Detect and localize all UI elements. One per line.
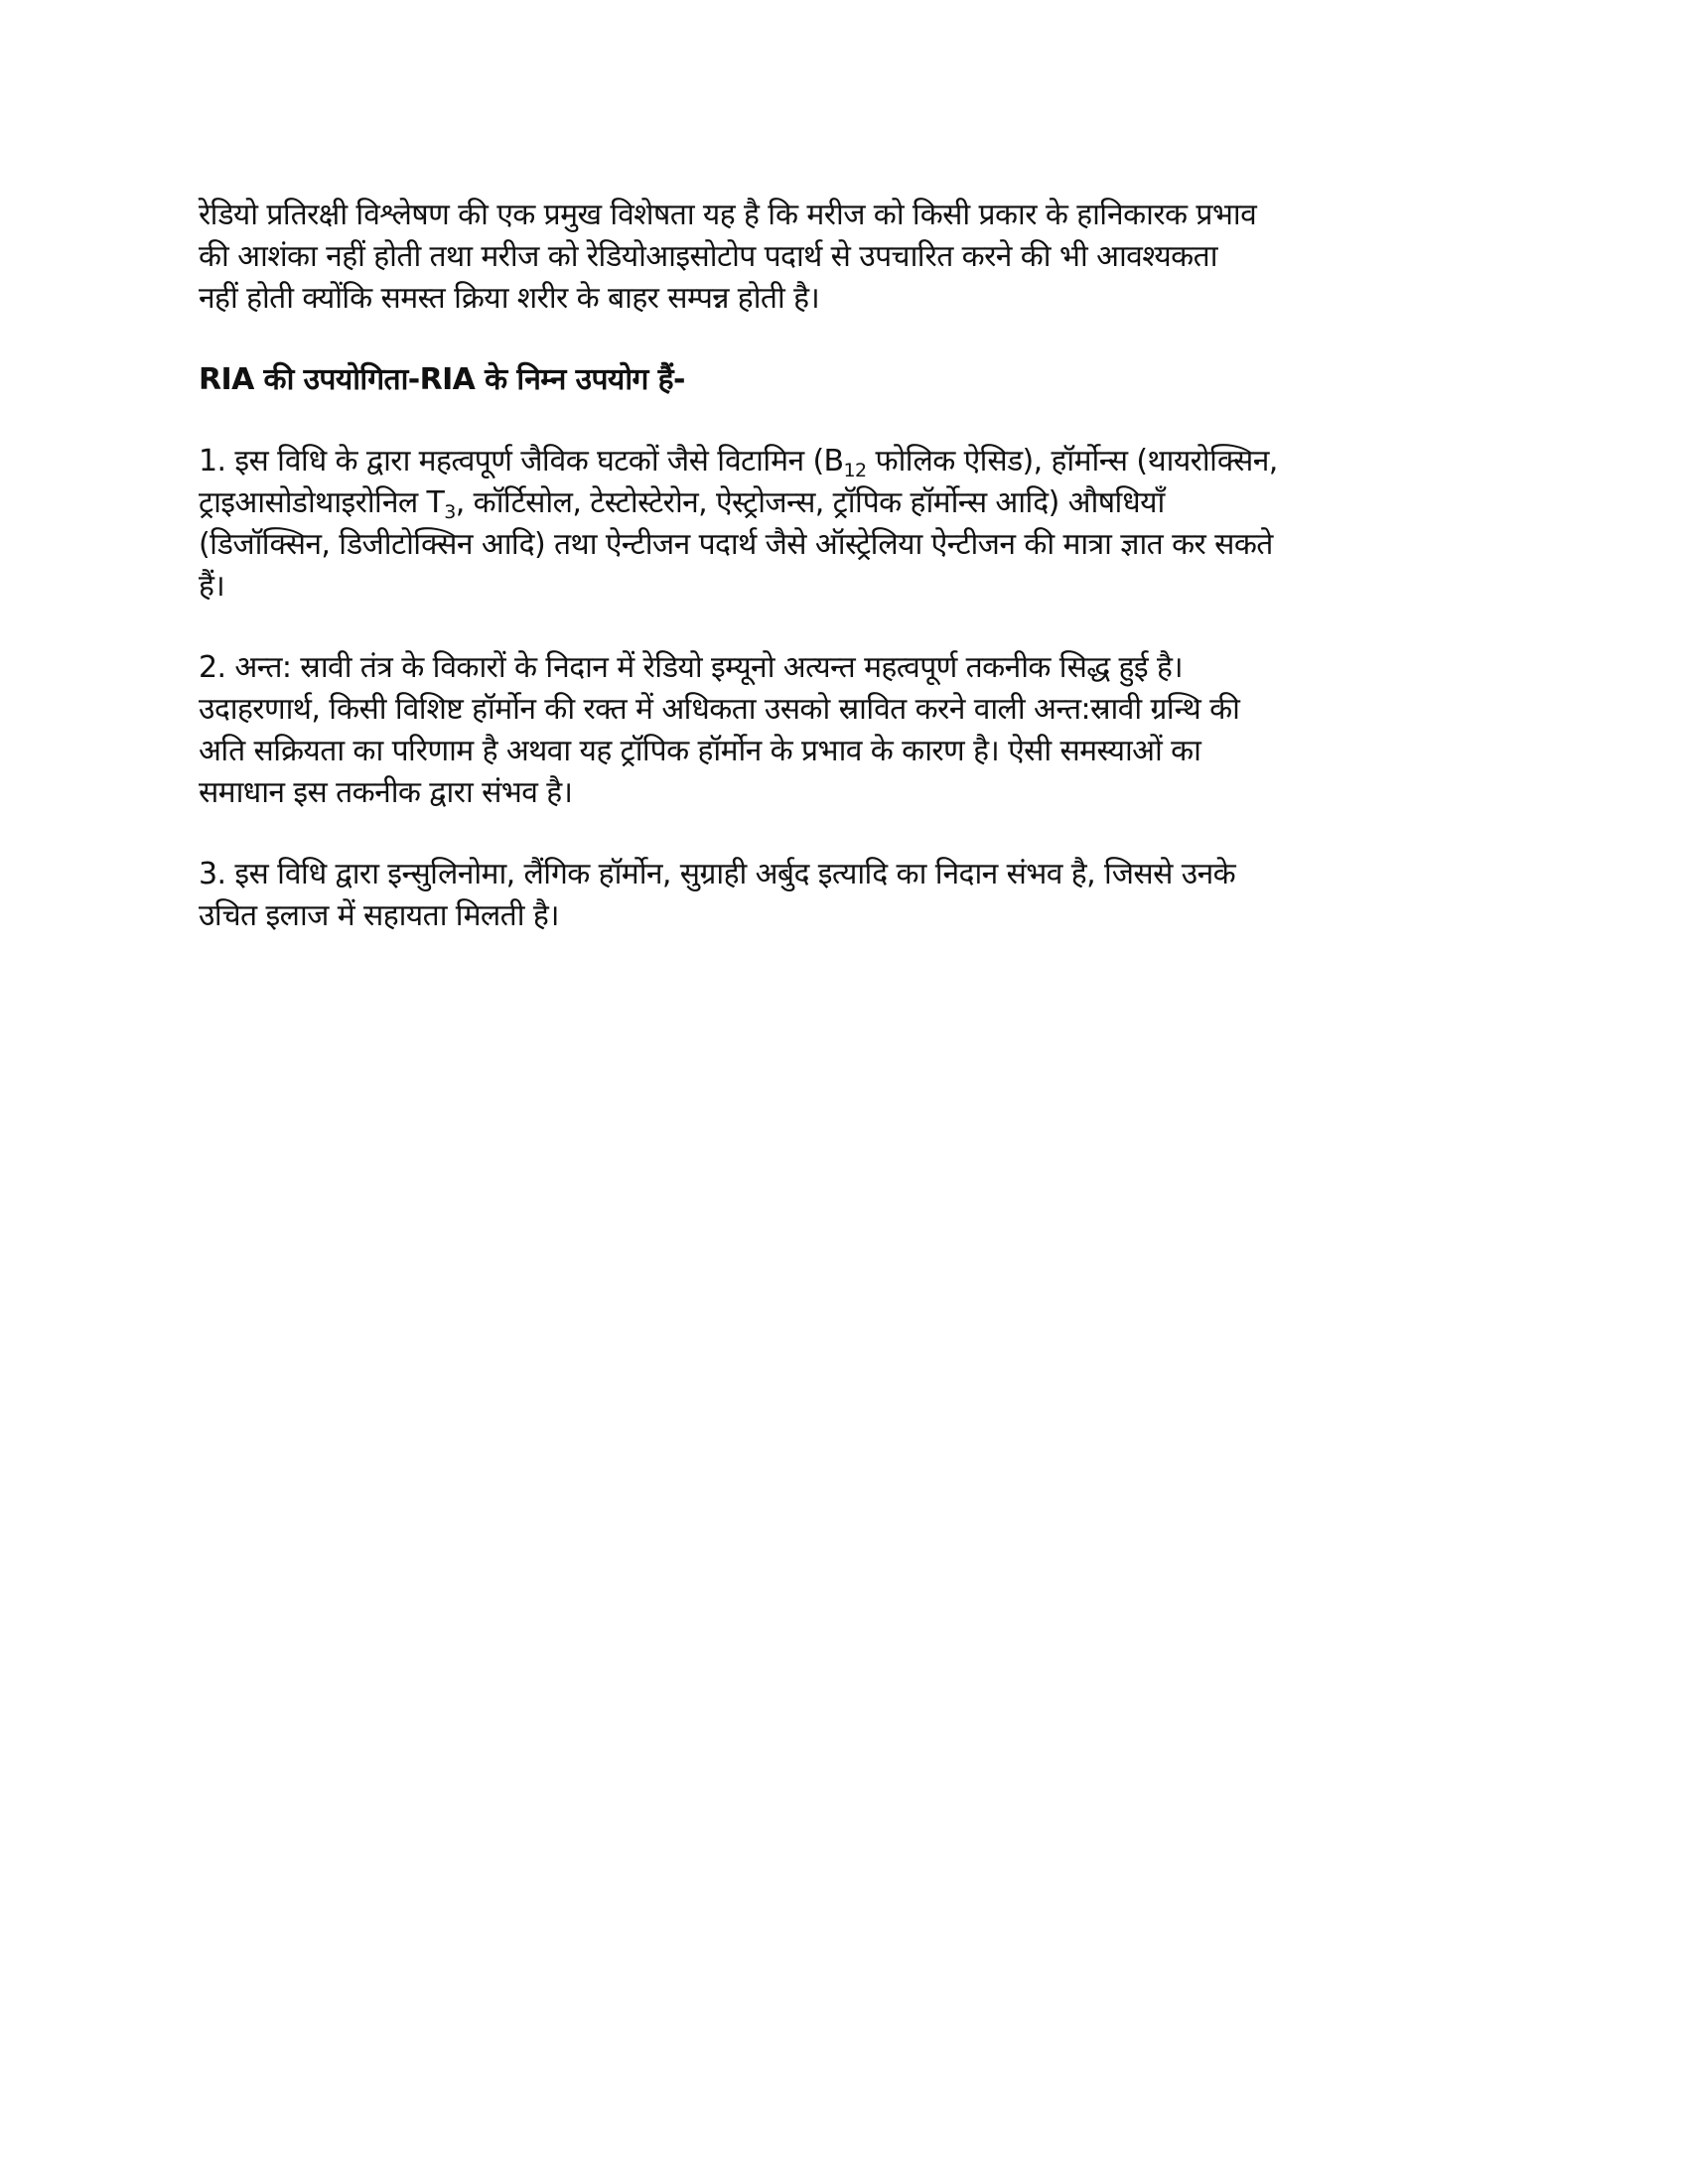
text-segment: फोलिक ऐसिड), हॉर्मोन्स (थायरोक्सिन, bbox=[866, 444, 1278, 478]
text-line: 2. अन्त: स्रावी तंत्र के विकारों के निदान में रेडियो इम्यूनो अत्यन्त महत्वपूर्ण तकनीक सिद्ध हुई है। bbox=[199, 650, 1184, 685]
subscript: 12 bbox=[843, 460, 867, 481]
list-item-1 bbox=[199, 441, 1489, 608]
text-line: नहीं होती क्योंकि समस्त क्रिया शरीर के बाहर सम्पन्न होती है। bbox=[199, 281, 820, 316]
intro-paragraph bbox=[199, 195, 1489, 320]
text-line: उदाहरणार्थ, किसी विशिष्ट हॉर्मोन की रक्त में अधिकता उसको स्रावित करने वाली अन्त:स्रावी ग्रन्थि की bbox=[199, 692, 1240, 727]
text-segment: ट्राइआसोडोथाइरोनिल T bbox=[199, 485, 445, 520]
text-line bbox=[199, 482, 1489, 524]
list-item-2 bbox=[199, 647, 1489, 814]
document-page bbox=[199, 195, 1489, 977]
text-line bbox=[199, 441, 1489, 482]
text-line: हैं। bbox=[199, 569, 225, 604]
text-segment: 1. इस विधि के द्वारा महत्वपूर्ण जैविक घटकों जैसे विटामिन (B bbox=[199, 444, 844, 478]
text-line: उचित इलाज में सहायता मिलती है। bbox=[199, 898, 559, 933]
text-line: 3. इस विधि द्वारा इन्सुलिनोमा, लैंगिक हॉर्मोन, सुग्राही अर्बुद इत्यादि का निदान संभव है, जिससे उनके bbox=[199, 857, 1236, 891]
text-line: रेडियो प्रतिरक्षी विश्लेषण की एक प्रमुख विशेषता यह है कि मरीज को किसी प्रकार के हानिकारक प्रभाव bbox=[199, 198, 1257, 232]
text-line: की आशंका नहीं होती तथा मरीज को रेडियोआइसोटोप पदार्थ से उपचारित करने की भी आवश्यकता bbox=[199, 239, 1217, 274]
text-line: (डिजॉक्सिन, डिजीटोक्सिन आदि) तथा ऐन्टीजन पदार्थ जैसे ऑस्ट्रेलिया ऐन्टीजन की मात्रा ज्ञात कर सकते bbox=[199, 527, 1273, 562]
subscript: 3 bbox=[444, 501, 456, 523]
text-line: समाधान इस तकनीक द्वारा संभव है। bbox=[199, 775, 573, 810]
text-segment: , कॉर्टिसोल, टेस्टोस्टेरोन, ऐस्ट्रोजन्स, ट्रॉपिक हॉर्मोन्स आदि) औषधियाँ bbox=[455, 485, 1165, 520]
text-line: अति सक्रियता का परिणाम है अथवा यह ट्रॉपिक हॉर्मोन के प्रभाव के कारण है। ऐसी समस्याओं का bbox=[199, 734, 1201, 768]
list-item-3 bbox=[199, 854, 1489, 937]
section-heading: RIA की उपयोगिता-RIA के निम्न उपयोग हैं- bbox=[199, 362, 685, 397]
